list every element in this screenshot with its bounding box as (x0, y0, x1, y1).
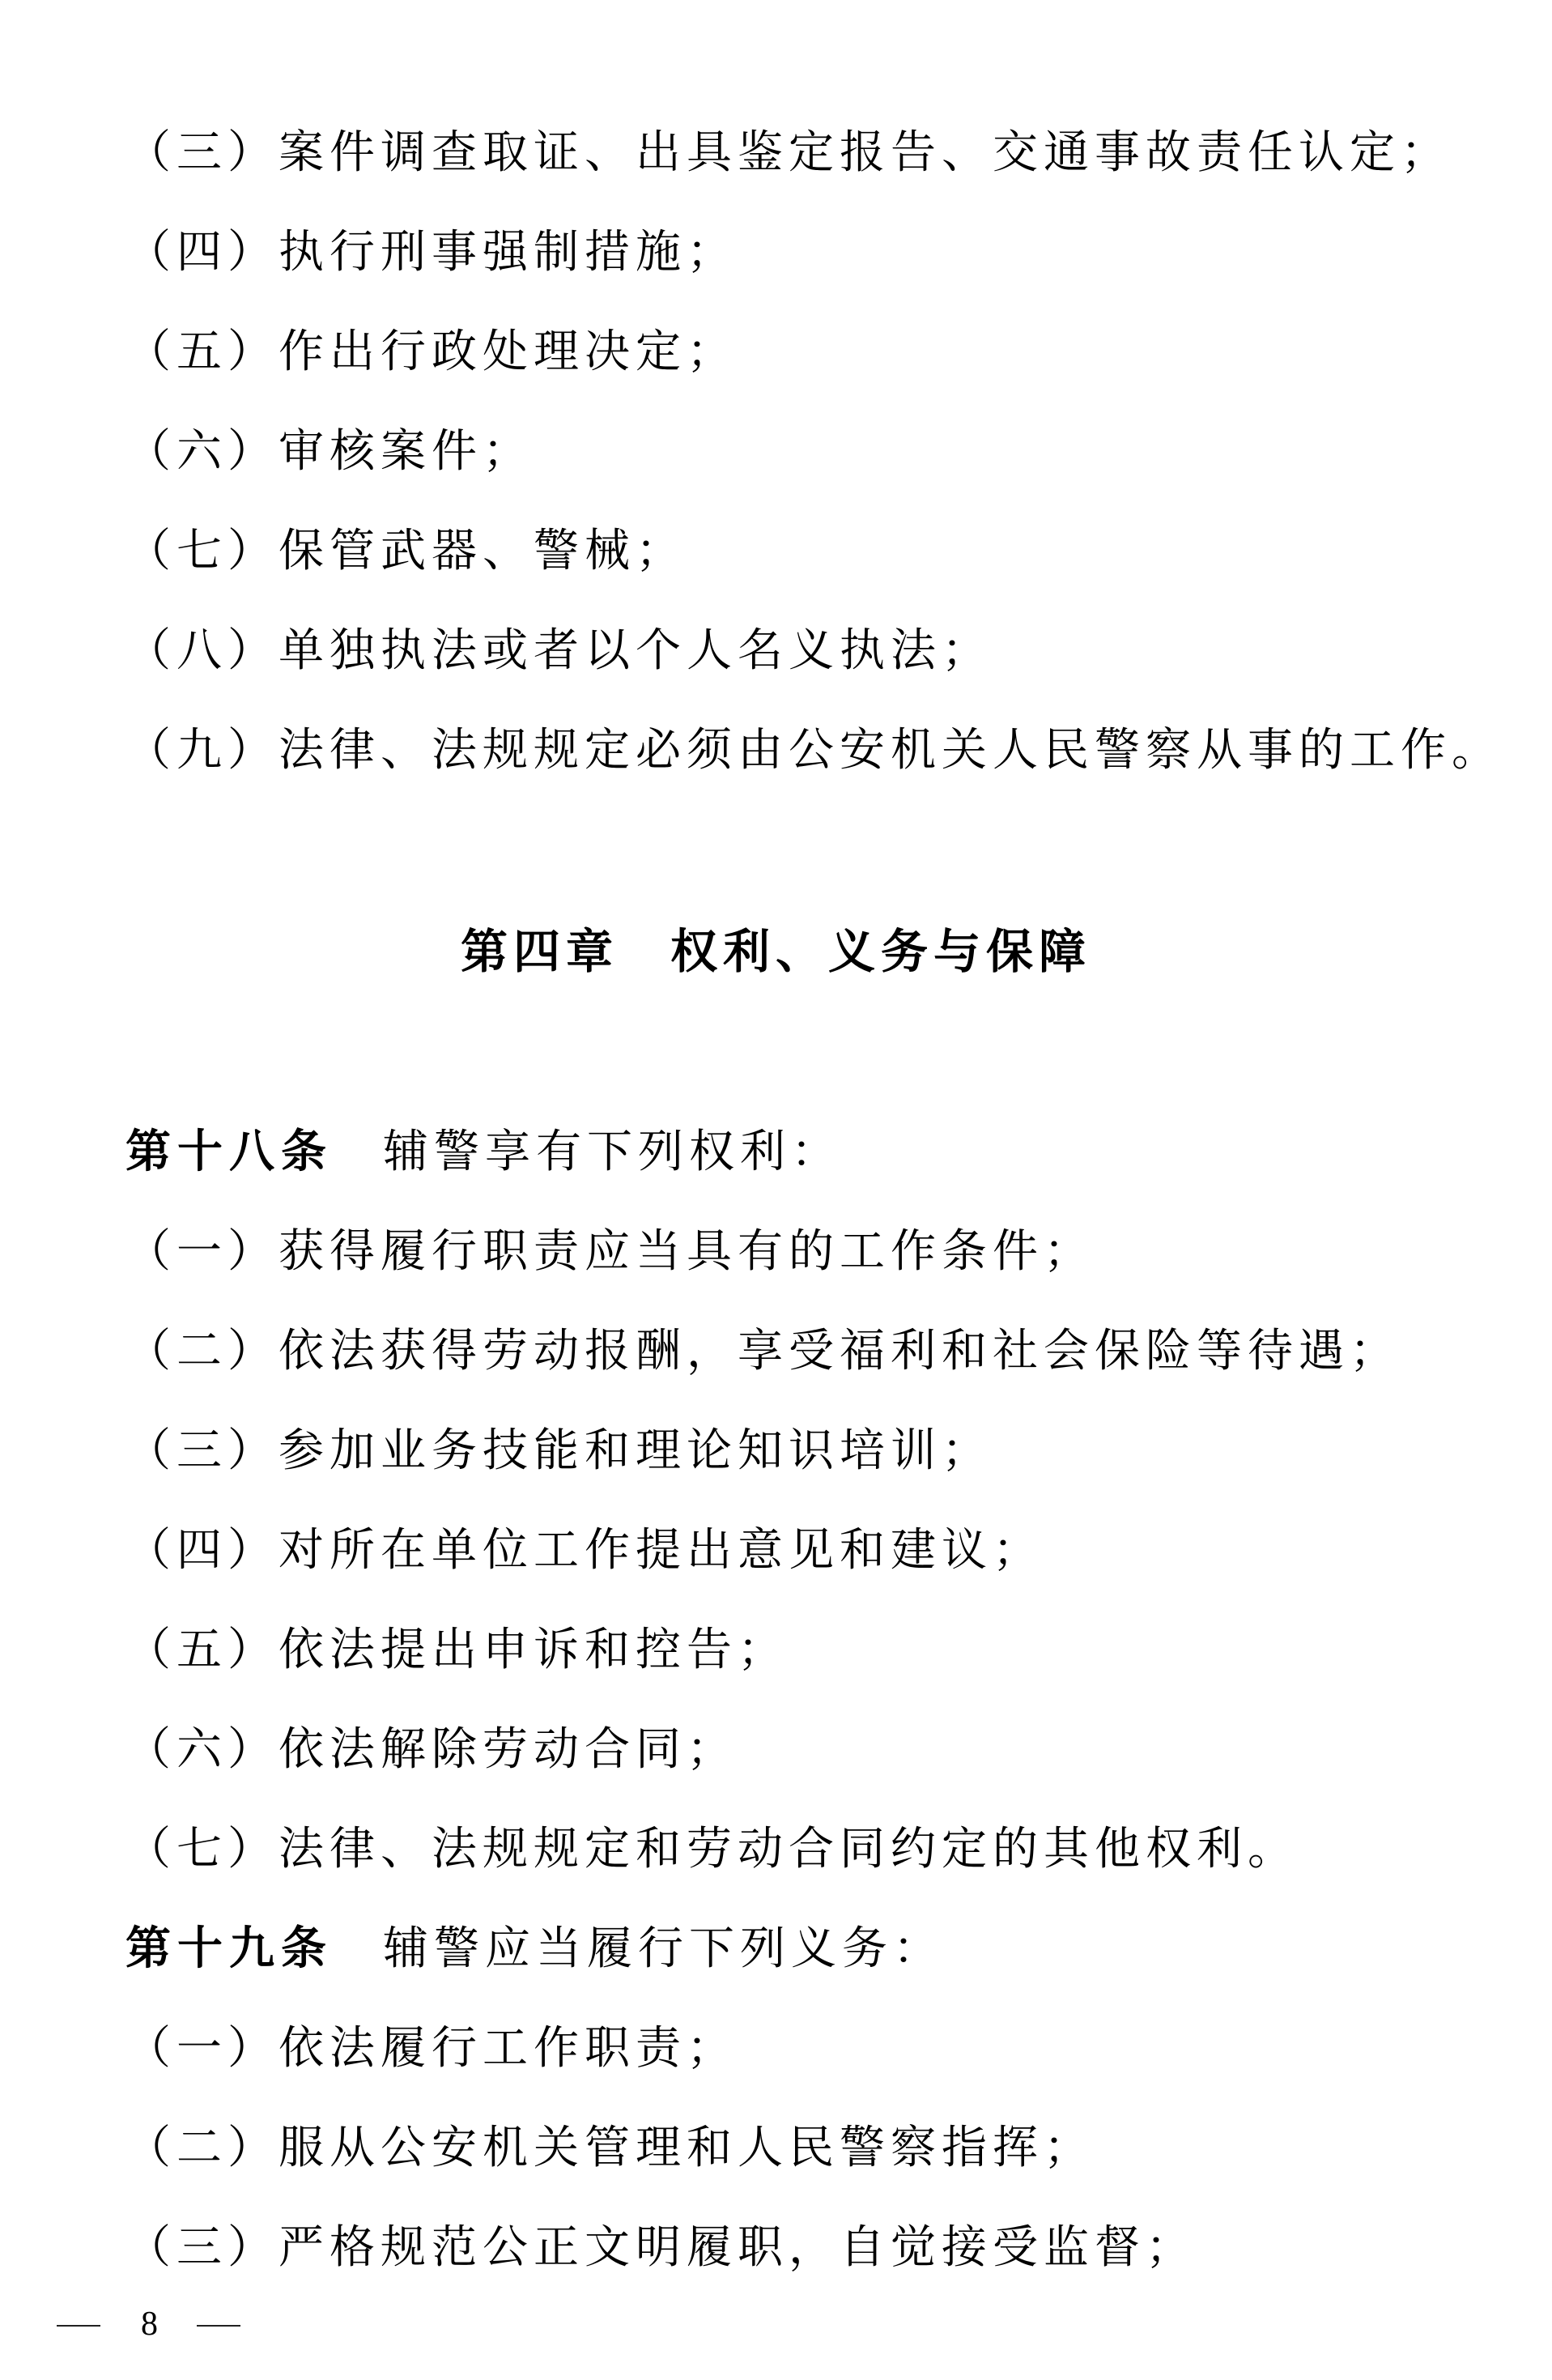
list-item-text: 依法获得劳动报酬，享受福利和社会保险等待遇； (279, 1325, 1401, 1377)
list-item-marker: （三） (125, 1424, 279, 1477)
list-item-text: 单独执法或者以个人名义执法； (279, 624, 993, 677)
list-item-text: 保管武器、警械； (279, 525, 687, 577)
list-item-marker: （四） (125, 226, 279, 279)
list-item (125, 1799, 1534, 1899)
list-item (125, 302, 1534, 402)
list-item (125, 1202, 1534, 1301)
list-item-marker: （一） (125, 1225, 279, 1278)
list-item (125, 2198, 1534, 2297)
list-item (125, 402, 1534, 501)
list-item-text: 依法履行工作职责； (279, 2022, 738, 2075)
list-item (125, 1301, 1534, 1401)
list-item (125, 1501, 1534, 1600)
dash-right-icon (197, 2325, 240, 2327)
list-item-text: 法律、法规规定和劳动合同约定的其他权利。 (279, 1823, 1299, 1875)
page-number-footer (57, 2305, 240, 2344)
list-item-text: 依法解除劳动合同； (279, 1723, 738, 1776)
list-item-marker: （二） (125, 1325, 279, 1377)
list-item-marker: （一） (125, 2022, 279, 2075)
articles-section (125, 1102, 1534, 2297)
article-title: 第十八条 (125, 1126, 333, 1178)
list-item-marker: （三） (125, 2221, 279, 2274)
list-item-text: 执行刑事强制措施； (279, 226, 738, 279)
list-item (125, 202, 1534, 302)
list-item-text: 审核案件； (279, 425, 534, 478)
chapter-number: 第四章 (460, 924, 619, 979)
list-item-marker: （三） (125, 126, 279, 179)
list-item-marker: （八） (125, 624, 279, 677)
list-item-marker: （五） (125, 326, 279, 378)
list-item (125, 601, 1534, 700)
list-item-marker: （七） (125, 1823, 279, 1875)
page-number: 8 (141, 2305, 158, 2343)
list-item-marker: （九） (125, 724, 279, 777)
article-title: 第十九条 (125, 1922, 333, 1975)
list-item-marker: （二） (125, 2122, 279, 2174)
list-item-text: 服从公安机关管理和人民警察指挥； (279, 2122, 1095, 2174)
prohibited-duties-list (125, 103, 1534, 800)
chapter-title: 权利、义务与保障 (670, 924, 1092, 979)
list-item-text: 严格规范公正文明履职，自觉接受监督； (279, 2221, 1197, 2274)
dash-left-icon (57, 2325, 100, 2327)
list-item (125, 1600, 1534, 1700)
list-item-marker: （五） (125, 1624, 279, 1676)
article-intro: 辅警应当履行下列义务： (383, 1922, 944, 1975)
list-item-text: 依法提出申诉和控告； (279, 1624, 789, 1676)
chapter-heading (0, 902, 1552, 1002)
list-item-text: 作出行政处理决定； (279, 326, 738, 378)
list-item-text: 法律、法规规定必须由公安机关人民警察从事的工作。 (279, 724, 1503, 777)
list-item (125, 501, 1534, 601)
list-item-marker: （六） (125, 425, 279, 478)
list-item-text: 获得履行职责应当具有的工作条件； (279, 1225, 1095, 1278)
list-item-marker: （六） (125, 1723, 279, 1776)
list-item (125, 1700, 1534, 1799)
list-item (125, 1999, 1534, 2098)
list-item (125, 1401, 1534, 1501)
list-item-marker: （七） (125, 525, 279, 577)
list-item (125, 2098, 1534, 2198)
list-item-text: 对所在单位工作提出意见和建议； (279, 1524, 1044, 1577)
article-intro: 辅警享有下列权利： (383, 1126, 842, 1178)
article-19-heading (125, 1899, 1534, 1999)
list-item-marker: （四） (125, 1524, 279, 1577)
list-item (125, 700, 1534, 800)
article-18-heading (125, 1102, 1534, 1202)
list-item-text: 案件调查取证、出具鉴定报告、交通事故责任认定； (279, 126, 1452, 179)
list-item-text: 参加业务技能和理论知识培训； (279, 1424, 993, 1477)
list-item (125, 103, 1534, 202)
